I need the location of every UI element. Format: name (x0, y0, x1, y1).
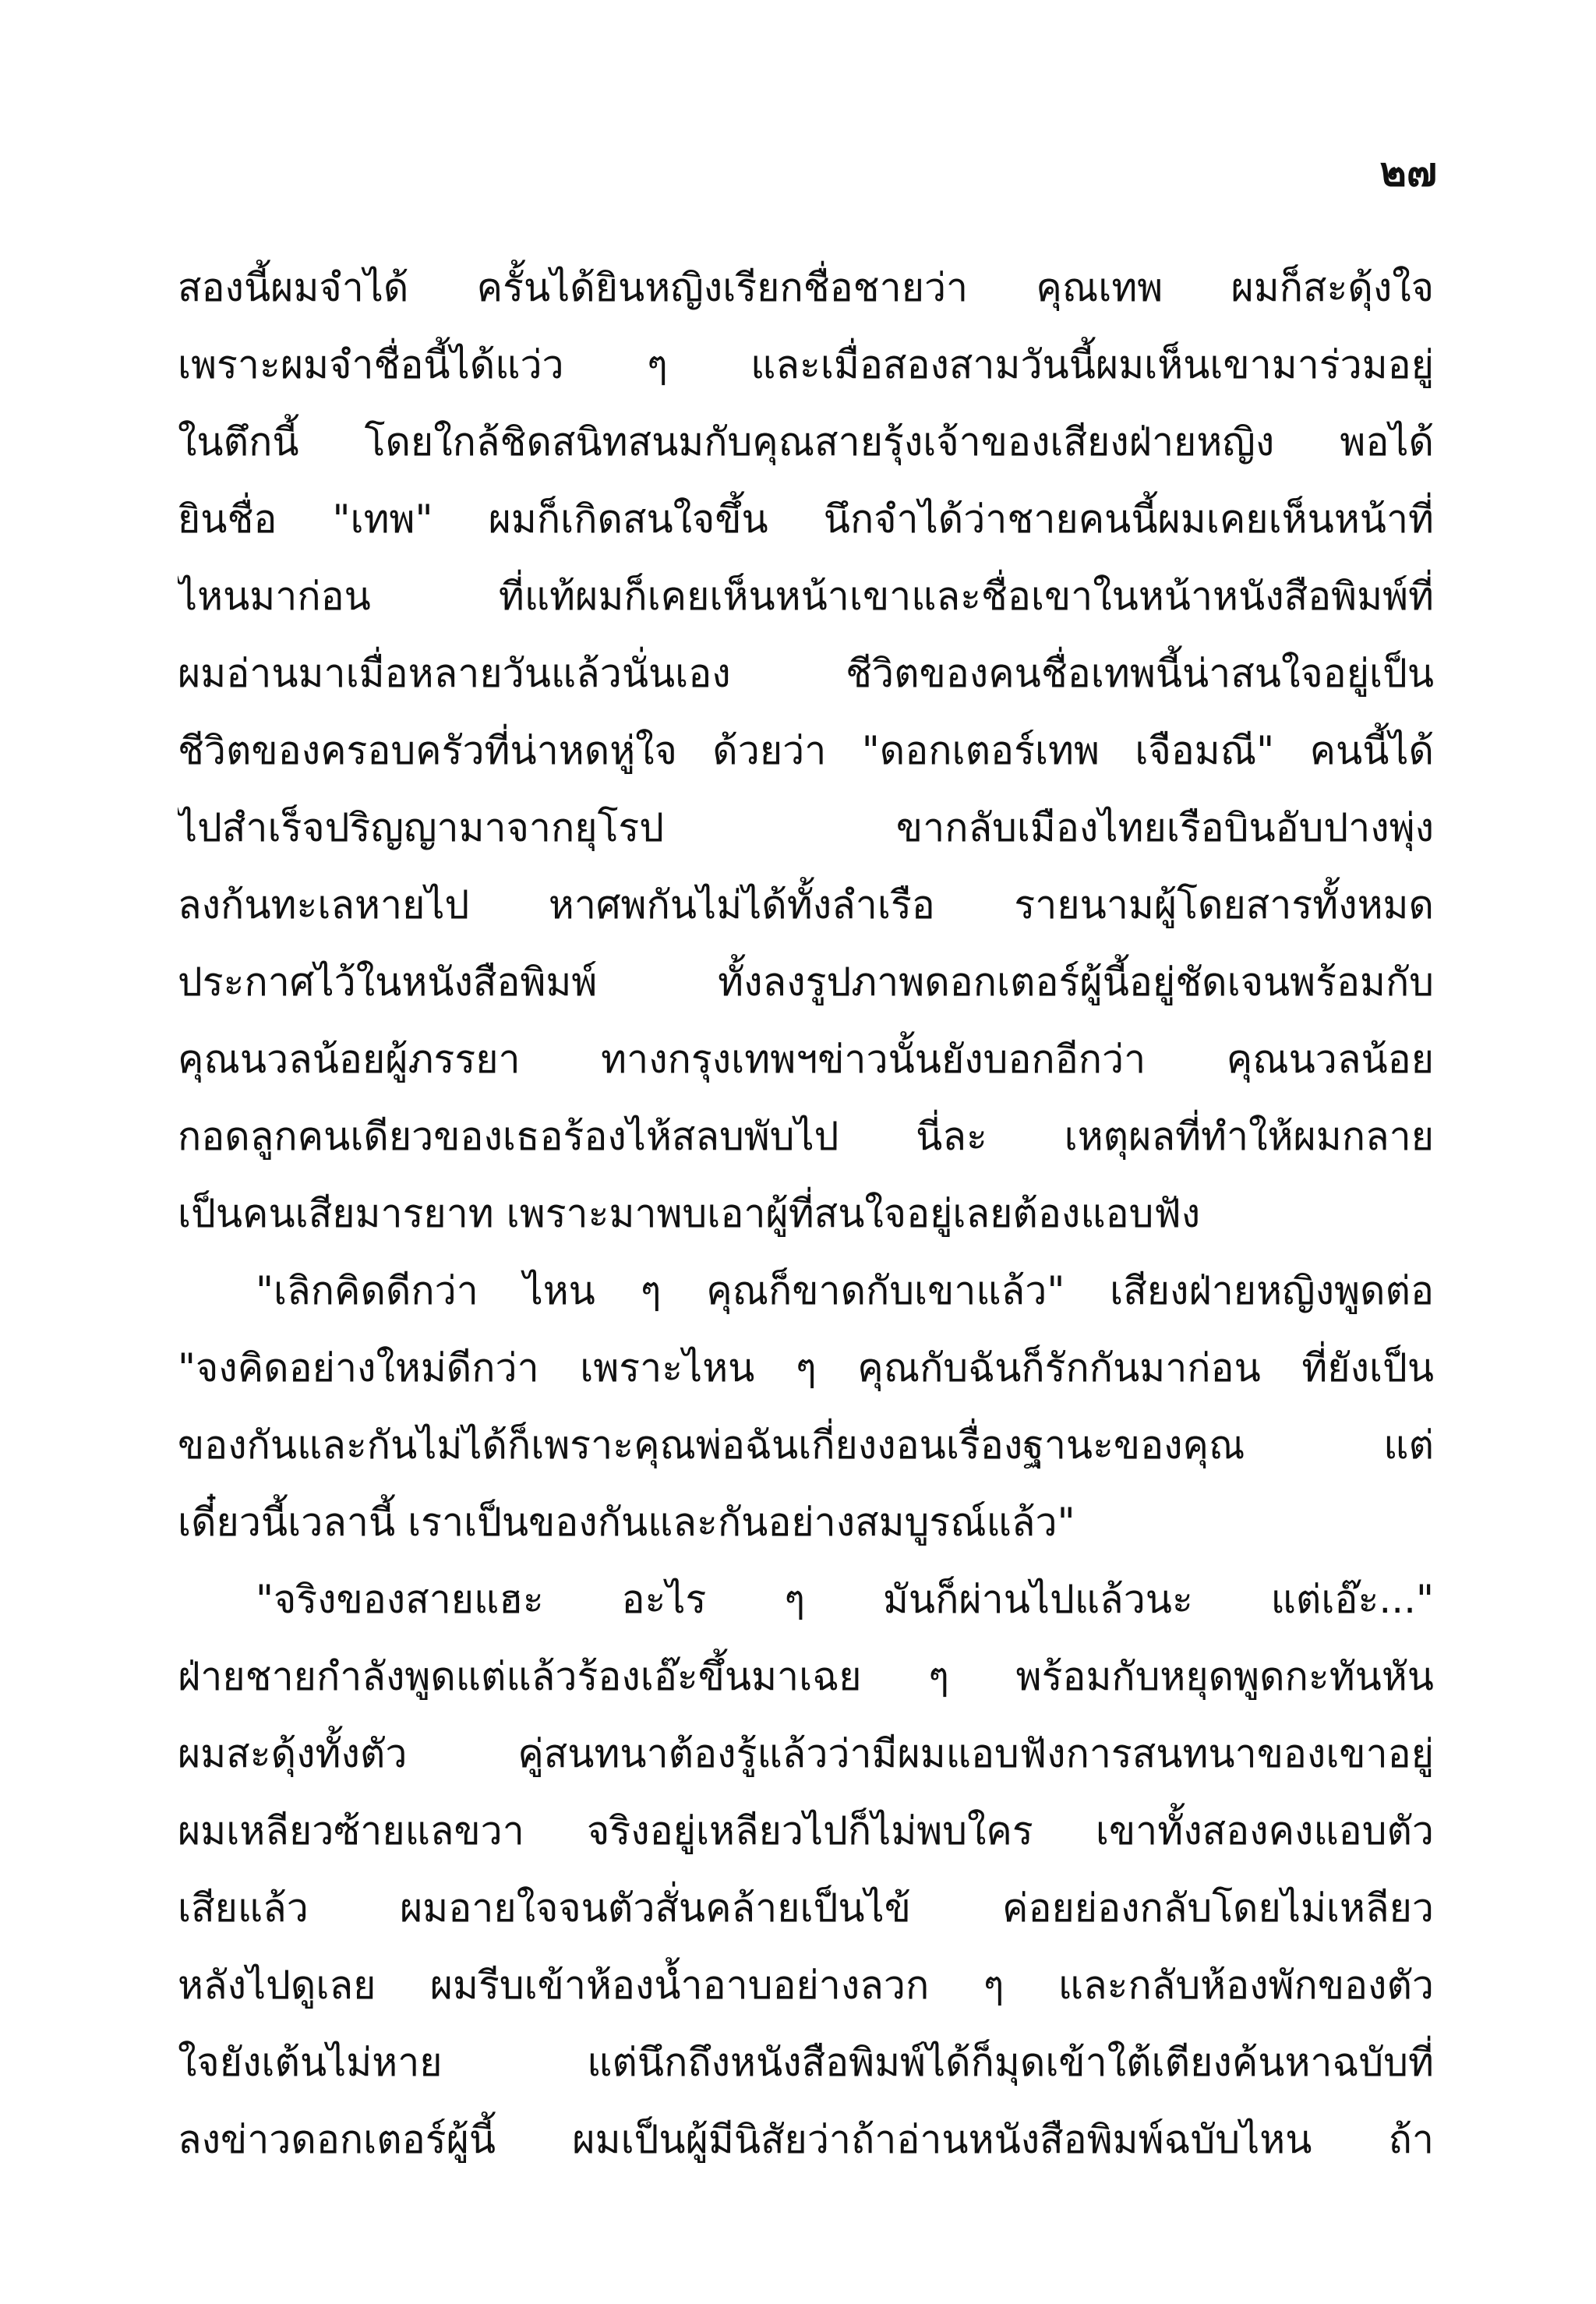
page-number: ๒๗ (1379, 149, 1437, 196)
body-text (178, 249, 1434, 2179)
text-line: ใจยังเต้นไม่หาย แต่นึกถึงหนังสือพิมพ์ได้ก็มุดเข้าใต้เตียงค้นหาฉบับที่ (178, 2040, 1434, 2085)
text-line: สองนี้ผมจำได้ ครั้นได้ยินหญิงเรียกชื่อชายว่า คุณเทพ ผมก็สะดุ้งใจ (178, 265, 1434, 310)
text-line: ชีวิตของครอบครัวที่น่าหดหู่ใจ ด้วยว่า "ดอกเตอร์เทพ เจือมณี" คนนี้ได้ (178, 728, 1434, 773)
text-line: ของกันและกันไม่ได้ก็เพราะคุณพ่อฉันเกี่ยงงอนเรื่องฐานะของคุณ แต่ (178, 1422, 1434, 1468)
text-line: ผมสะดุ้งทั้งตัว คู่สนทนาต้องรู้แล้วว่ามีผมแอบฟังการสนทนาของเขาอยู่ (178, 1731, 1434, 1776)
text-line: เป็นคนเสียมารยาท เพราะมาพบเอาผู้ที่สนใจอยู่เลยต้องแอบฟัง (178, 1191, 1201, 1236)
text-line: คุณนวลน้อยผู้ภรรยา ทางกรุงเทพฯข่าวนั้นยังบอกอีกว่า คุณนวลน้อย (178, 1037, 1434, 1082)
text-line: ไหนมาก่อน ที่แท้ผมก็เคยเห็นหน้าเขาและชื่อเขาในหน้าหนังสือพิมพ์ที่ (178, 574, 1434, 619)
text-line: ลงก้นทะเลหายไป หาศพกันไม่ได้ทั้งลำเรือ รายนามผู้โดยสารทั้งหมด (178, 882, 1434, 928)
text-line: ยินชื่อ "เทพ" ผมก็เกิดสนใจขึ้น นึกจำได้ว่าชายคนนี้ผมเคยเห็นหน้าที่ (178, 496, 1434, 542)
text-line: เดี๋ยวนี้เวลานี้ เราเป็นของกันและกันอย่างสมบูรณ์แล้ว" (178, 1500, 1075, 1545)
text-line: "จงคิดอย่างใหม่ดีกว่า เพราะไหน ๆ คุณกับฉันก็รักกันมาก่อน ที่ยังเป็น (178, 1345, 1434, 1391)
text-line: ลงข่าวดอกเตอร์ผู้นี้ ผมเป็นผู้มีนิสัยว่าถ้าอ่านหนังสือพิมพ์ฉบับไหน ถ้า (178, 2117, 1434, 2162)
text-line: "จริงของสายแฮะ อะไร ๆ มันก็ผ่านไปแล้วนะ แต่เอ๊ะ..." (256, 1577, 1434, 1622)
text-line: ฝ่ายชายกำลังพูดแต่แล้วร้องเอ๊ะขึ้นมาเฉย ๆ พร้อมกับหยุดพูดกะทันหัน (178, 1654, 1434, 1699)
text-line: ผมเหลียวซ้ายแลขวา จริงอยู่เหลียวไปก็ไม่พบใคร เขาทั้งสองคงแอบตัว (178, 1808, 1434, 1853)
text-line: ไปสำเร็จปริญญามาจากยุโรป ขากลับเมืองไทยเรือบินอับปางพุ่ง (178, 805, 1434, 850)
text-line: ผมอ่านมาเมื่อหลายวันแล้วนั่นเอง ชีวิตของคนชื่อเทพนี้น่าสนใจอยู่เป็น (178, 651, 1434, 696)
text-line: หลังไปดูเลย ผมรีบเข้าห้องน้ำอาบอย่างลวก ๆ และกลับห้องพักของตัว (178, 1963, 1434, 2008)
text-line: เพราะผมจำชื่อนี้ได้แว่ว ๆ และเมื่อสองสามวันนี้ผมเห็นเขามาร่วมอยู่ (178, 342, 1434, 387)
text-line: กอดลูกคนเดียวของเธอร้องไห้สลบพับไป นี่ละ เหตุผลที่ทำให้ผมกลาย (178, 1114, 1434, 1159)
text-line: "เลิกคิดดีกว่า ไหน ๆ คุณก็ขาดกับเขาแล้ว" เสียงฝ่ายหญิงพูดต่อ (256, 1268, 1434, 1313)
text-line: ประกาศไว้ในหนังสือพิมพ์ ทั้งลงรูปภาพดอกเตอร์ผู้นี้อยู่ชัดเจนพร้อมกับ (178, 959, 1434, 1005)
text-line: เสียแล้ว ผมอายใจจนตัวสั่นคล้ายเป็นไข้ ค่อยย่องกลับโดยไม่เหลียว (178, 1885, 1434, 1931)
text-line: ในตึกนี้ โดยใกล้ชิดสนิทสนมกับคุณสายรุ้งเจ้าของเสียงฝ่ายหญิง พอได้ (178, 419, 1434, 465)
